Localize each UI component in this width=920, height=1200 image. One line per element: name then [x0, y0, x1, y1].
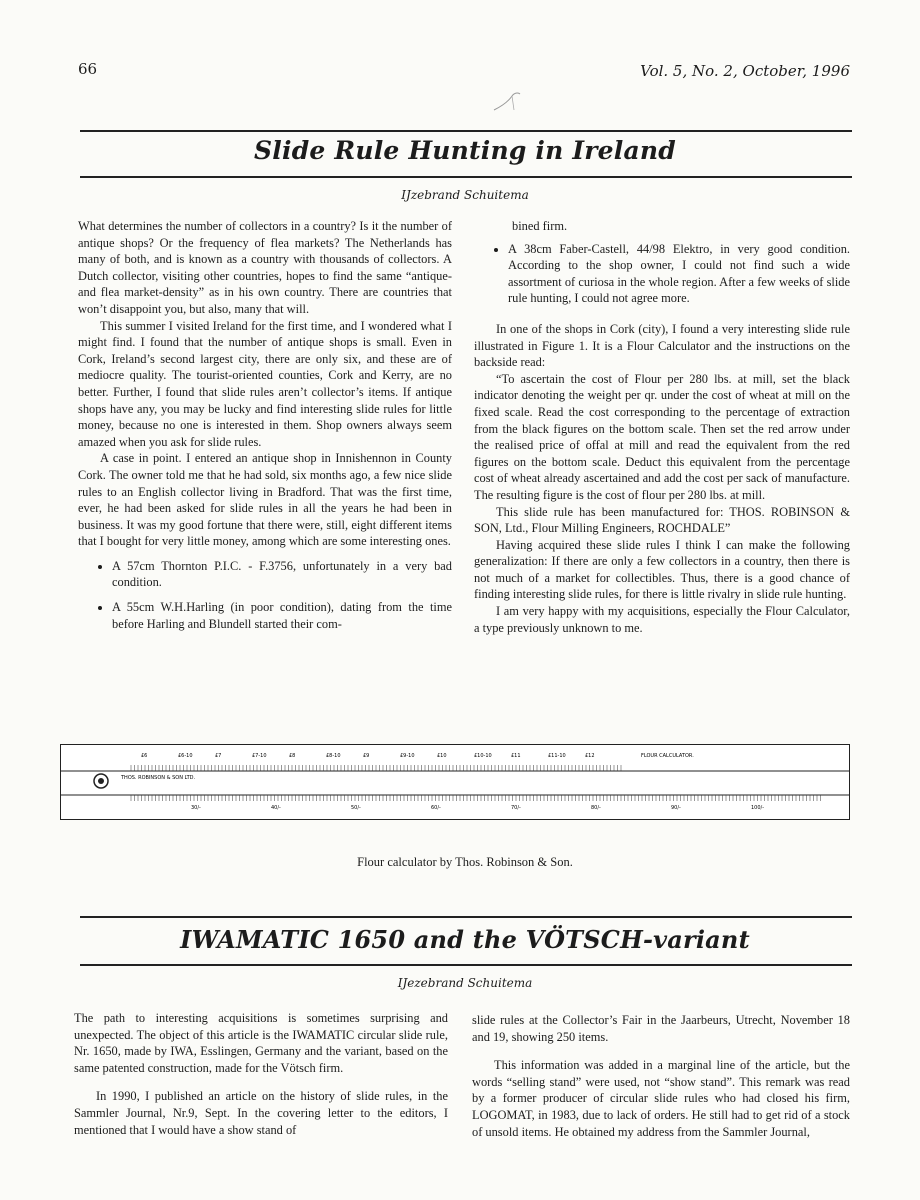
- figure-caption: Flour calculator by Thos. Robinson & Son.: [357, 855, 573, 869]
- paragraph: This information was added in a marginal line of the article, but the words “selling stand” were used, not “show stand”. This remark was read by a former producer of circular slide rules who had closed his firm, LOGOMAT, in 1983, due to lack of orders. He still had to get rid of a stock of unsold items. He obtained my address from the Sammler Journal,: [472, 1058, 850, 1139]
- maker-label: THOS. ROBINSON & SON LTD.: [121, 775, 196, 781]
- top-scale-label: £12: [585, 753, 595, 759]
- paragraph: Having acquired these slide rules I think I can make the following generalization: If there are only a few collectors in a country, then there is not much of a market for collectibles. Thus, there is a good chance of finding interesting slide rules, for there is little rivalry in slide rule hunting.: [474, 537, 850, 602]
- paragraph-continuation: bined firm.: [512, 219, 568, 233]
- article-right-column: [472, 1012, 850, 1140]
- article-right-column: [474, 218, 850, 636]
- slide-rule-drawing: [61, 745, 849, 819]
- title-rule-top: [80, 916, 852, 918]
- top-scale-label: £8-10: [326, 753, 341, 759]
- article-left-column: [74, 1010, 448, 1138]
- running-header: Vol. 5, No. 2, October, 1996: [640, 62, 850, 80]
- bullet-list: [78, 558, 452, 632]
- article-left-column: [78, 218, 452, 640]
- top-scale-label: £9: [363, 753, 370, 759]
- paragraph: In 1990, I published an article on the history of slide rules, in the Sammler Journal, Nr.9, Sept. In the covering letter to the editors, I mentioned that I would have a show stand of: [74, 1089, 448, 1137]
- paragraph: I am very happy with my acquisitions, especially the Flour Calculator, a type previously unknown to me.: [474, 604, 850, 635]
- page-number: 66: [78, 60, 98, 78]
- top-scale-label: £8: [289, 753, 296, 759]
- top-scale-label: £10: [437, 753, 447, 759]
- bullet-list: [474, 241, 850, 307]
- top-scale-label: £7: [215, 753, 222, 759]
- paragraph: The path to interesting acquisitions is sometimes surprising and unexpected. The object of this article is the IWAMATIC circular slide rule, Nr. 1650, made by IWA, Esslingen, Germany and the variant, based on the same patented construction, made for the Vötsch firm.: [74, 1011, 448, 1075]
- article-title: IWAMATIC 1650 and the VÖTSCH-variant: [180, 925, 750, 954]
- top-scale-label: £11: [511, 753, 521, 759]
- top-scale-label: £10-10: [474, 753, 492, 759]
- article-title: Slide Rule Hunting in Ireland: [254, 136, 676, 165]
- title-rule-bottom: [80, 176, 852, 178]
- paragraph: A case in point. I entered an antique shop in Innishennon in County Cork. The owner told me that he had sold, six months ago, a few nice slide rules to an English collector living in Bradford. That was the first time, ever, he had been asked for slide rules in all the years he had been in business. It was my good fortune that there were, still, eight different items that I bought for very little money, among which are some interesting ones.: [78, 451, 452, 549]
- bottom-scale-label: 100/-: [751, 805, 765, 811]
- top-scale-label: £9-10: [400, 753, 415, 759]
- list-item: • A 57cm Thornton P.I.C. - F.3756, unfortunately in a very bad condition.: [112, 558, 452, 591]
- top-scale-label: £6: [141, 753, 148, 759]
- quoted-instructions: “To ascertain the cost of Flour per 280 lbs. at mill, set the black indicator denoting the weight per qr. under the cost of wheat at mill on the fixed scale. Read the cost corresponding to the percentage of extraction from the black figures on the bottom scale. Then set the red arrow under the realised price of offal at mill and read the equivalent from the red figures on the bottom scale. Deduct this equivalent from the percentage cost of wheat already ascertained and add the cost per sack of manufacture. The resulting figure is the cost of flour per 280 lbs. at mill.: [474, 371, 850, 502]
- top-scale-label: £11-10: [548, 753, 566, 759]
- bottom-scale-label: 90/-: [671, 805, 681, 811]
- paragraph: slide rules at the Collector’s Fair in the Jaarbeurs, Utrecht, November 18 and 19, showing 250 items.: [472, 1013, 850, 1044]
- paragraph: In one of the shops in Cork (city), I found a very interesting slide rule illustrated in Figure 1. It is a Flour Calculator and the instructions on the backside read:: [474, 321, 850, 370]
- article-author: IJezebrand Schuitema: [397, 976, 533, 990]
- bottom-scale-label: 80/-: [591, 805, 601, 811]
- bottom-scale-label: 40/-: [271, 805, 281, 811]
- title-rule-top: [80, 130, 852, 132]
- list-item: • A 55cm W.H.Harling (in poor condition), dating from the time before Harling and Blundell started their com-: [112, 599, 452, 632]
- bottom-scale-label: 60/-: [431, 805, 441, 811]
- rule-title: FLOUR CALCULATOR.: [641, 753, 694, 759]
- flour-calculator-figure: [60, 744, 850, 820]
- bottom-scale-label: 30/-: [191, 805, 201, 811]
- bottom-scale-label: 50/-: [351, 805, 361, 811]
- article-author: IJzebrand Schuitema: [401, 188, 529, 202]
- paragraph: This slide rule has been manufactured for: THOS. ROBINSON & SON, Ltd., Flour Milling Engineers, ROCHDALE”: [474, 504, 850, 536]
- pen-mark-decoration: [490, 88, 530, 118]
- top-scale-label: £7-10: [252, 753, 267, 759]
- paragraph: This summer I visited Ireland for the first time, and I wondered what I might find. I found that the number of antique shops is small. Even in Cork, Ireland’s second largest city, there are only six, and these are of mediocre quality. The tourist-oriented counties, Cork and Kerry, are no better. Further, I found that slide rules aren’t collector’s items. If antique shops have any, you may be lucky and find interesting slide rules for little money, because no one is interested in them. Shop owners always seem amazed when you ask for slide rules.: [78, 318, 452, 449]
- top-scale-label: £6-10: [178, 753, 193, 759]
- paragraph: What determines the number of collectors in a country? Is it the number of antique shops? Or the frequency of flea markets? The Netherlands has many of both, and is known as a country with thousands of collectors. A Dutch collector, visiting other countries, hopes to find the same “antique- and flea market-density” as in his own country. There are countries that won’t disappoint you, but also, many that will.: [78, 219, 452, 316]
- bottom-scale-label: 70/-: [511, 805, 521, 811]
- list-item: • A 38cm Faber-Castell, 44/98 Elektro, in very good condition. According to the shop owner, I could not find such a wide assortment of curiosa in the whole region. After a few weeks of slide rule hunting, I could not agree more.: [508, 241, 850, 307]
- title-rule-bottom: [80, 964, 852, 966]
